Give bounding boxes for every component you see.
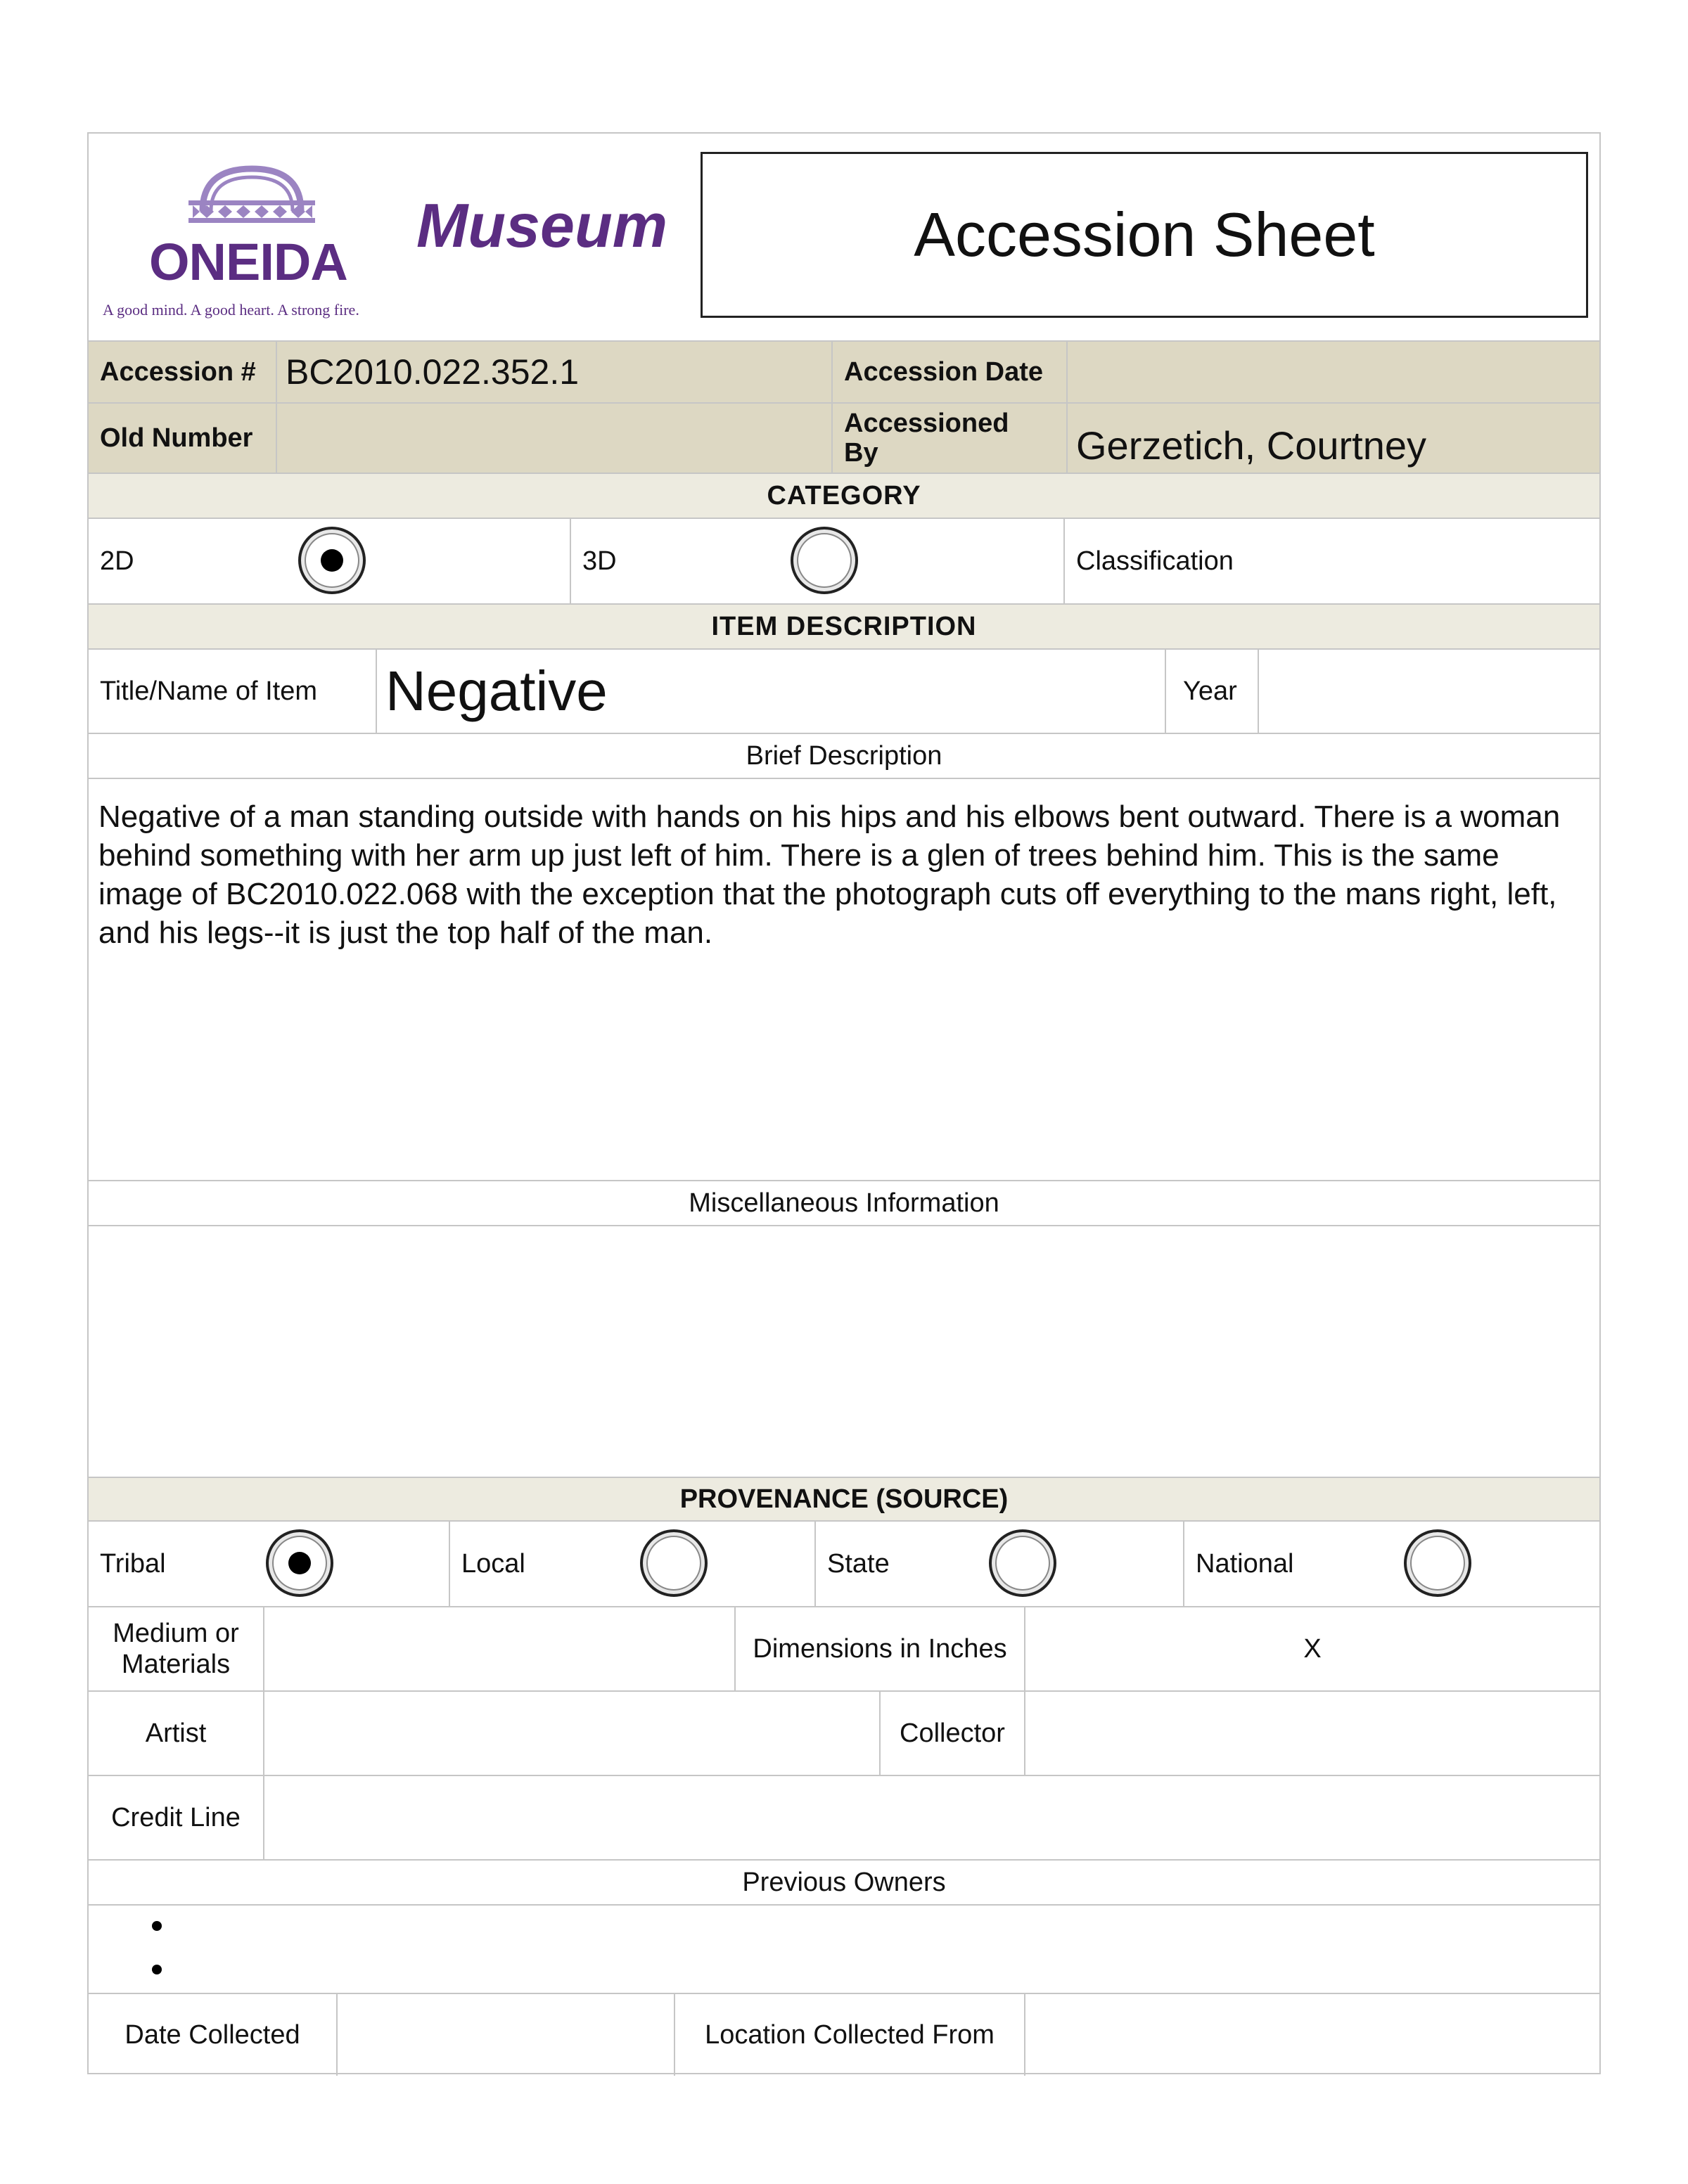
provenance-heading: PROVENANCE (SOURCE) — [679, 1484, 1009, 1514]
local-label: Local — [461, 1548, 525, 1579]
misc-info-field[interactable] — [89, 1225, 1599, 1477]
date-collected-label: Date Collected — [124, 2019, 300, 2050]
brief-description-field[interactable] — [89, 778, 1599, 1180]
state-radio[interactable] — [989, 1529, 1056, 1597]
classification-field[interactable] — [1063, 519, 1599, 603]
artist-label: Artist — [145, 1718, 207, 1748]
accession-date-label: Accession Date — [844, 356, 1044, 387]
collector-field[interactable] — [1024, 1692, 1599, 1775]
bullet-icon — [152, 1965, 162, 1974]
location-collected-label: Location Collected From — [705, 2019, 995, 2050]
title-value: Negative — [385, 660, 608, 722]
medium-label-line2: Materials — [121, 1650, 231, 1679]
tribal-label: Tribal — [100, 1548, 166, 1579]
accessioned-by-label-line2: By — [844, 438, 878, 468]
item-description-heading-row — [89, 603, 1599, 648]
previous-owners-label: Previous Owners — [742, 1867, 946, 1897]
credit-line-field[interactable] — [263, 1776, 1599, 1859]
dimensions-field[interactable] — [1024, 1607, 1599, 1690]
artist-row — [89, 1690, 1599, 1775]
header — [89, 134, 1599, 340]
local-cell — [449, 1522, 814, 1606]
category-heading: CATEGORY — [767, 480, 921, 510]
accession-sheet — [87, 132, 1601, 2074]
logo-name: ONEIDA — [149, 233, 347, 291]
brief-description-label: Brief Description — [746, 740, 942, 771]
year-label: Year — [1183, 676, 1237, 706]
radio-selected-dot-icon — [321, 549, 343, 572]
option-2d-radio[interactable] — [298, 527, 366, 594]
option-3d-label: 3D — [582, 546, 617, 576]
accession-number-field[interactable] — [276, 342, 831, 402]
option-2d-label: 2D — [100, 546, 134, 576]
artist-field[interactable] — [263, 1692, 879, 1775]
item-description-heading: ITEM DESCRIPTION — [711, 611, 977, 641]
sheet-title: Accession Sheet — [914, 200, 1375, 269]
accession-number-label: Accession # — [100, 356, 256, 387]
year-field[interactable] — [1258, 650, 1599, 733]
collector-label: Collector — [900, 1718, 1005, 1748]
date-collected-row — [89, 1993, 1599, 2076]
location-collected-field[interactable] — [1024, 1994, 1599, 2076]
date-collected-field[interactable] — [336, 1994, 674, 2076]
category-options-row — [89, 518, 1599, 603]
national-label: National — [1196, 1548, 1294, 1579]
credit-line-row — [89, 1775, 1599, 1859]
title-label: Title/Name of Item — [100, 676, 318, 706]
misc-info-label: Miscellaneous Information — [689, 1188, 999, 1218]
state-label: State — [827, 1548, 890, 1579]
previous-owners-label-row — [89, 1859, 1599, 1904]
radio-selected-dot-icon — [288, 1552, 311, 1574]
medium-label-line1: Medium or — [113, 1619, 239, 1648]
misc-info-label-row — [89, 1180, 1599, 1225]
option-3d-radio[interactable] — [791, 527, 858, 594]
accession-date-field[interactable] — [1066, 342, 1599, 402]
state-cell — [814, 1522, 1183, 1606]
medium-field[interactable] — [263, 1607, 734, 1690]
accession-number-value: BC2010.022.352.1 — [286, 352, 580, 392]
museum-label: Museum — [416, 191, 667, 260]
classification-label: Classification — [1076, 546, 1234, 576]
option-3d-cell — [570, 519, 1063, 603]
tribal-radio[interactable] — [266, 1529, 333, 1597]
category-heading-row — [89, 473, 1599, 518]
old-number-row — [89, 402, 1599, 473]
brief-description-label-row — [89, 733, 1599, 778]
dimensions-label: Dimensions in Inches — [753, 1633, 1007, 1664]
accession-number-row — [89, 340, 1599, 402]
accessioned-by-field[interactable] — [1066, 404, 1599, 473]
national-cell — [1183, 1522, 1599, 1606]
old-number-label: Old Number — [100, 423, 253, 453]
national-radio[interactable] — [1404, 1529, 1471, 1597]
title-row — [89, 648, 1599, 733]
medium-row — [89, 1606, 1599, 1690]
accessioned-by-label-line1: Accessioned — [844, 409, 1009, 438]
oneida-logo-icon — [174, 162, 329, 239]
logo-tagline: A good mind. A good heart. A strong fire. — [103, 301, 359, 319]
local-radio[interactable] — [640, 1529, 708, 1597]
provenance-options-row — [89, 1520, 1599, 1606]
bullet-icon — [152, 1921, 162, 1931]
accessioned-by-value: Gerzetich, Courtney — [1076, 423, 1426, 468]
provenance-heading-row — [89, 1477, 1599, 1520]
credit-line-label: Credit Line — [111, 1802, 241, 1832]
old-number-field[interactable] — [276, 404, 831, 473]
dimensions-separator: X — [1303, 1633, 1322, 1664]
option-2d-cell — [89, 519, 570, 603]
tribal-cell — [89, 1522, 449, 1606]
brief-description-text: Negative of a man standing outside with hands on his hips and his elbows bent outward. There is a woman behind something with her arm up just left of him. There is a glen of trees behind him. This is the same image of BC2010.022.068 with the exception that the photograph cuts off everything to the mans right, left, and his legs--it is just the top half of the man. — [98, 799, 1561, 950]
title-field[interactable] — [376, 650, 1165, 733]
previous-owners-field[interactable] — [89, 1904, 1599, 1993]
title-box — [701, 152, 1588, 318]
